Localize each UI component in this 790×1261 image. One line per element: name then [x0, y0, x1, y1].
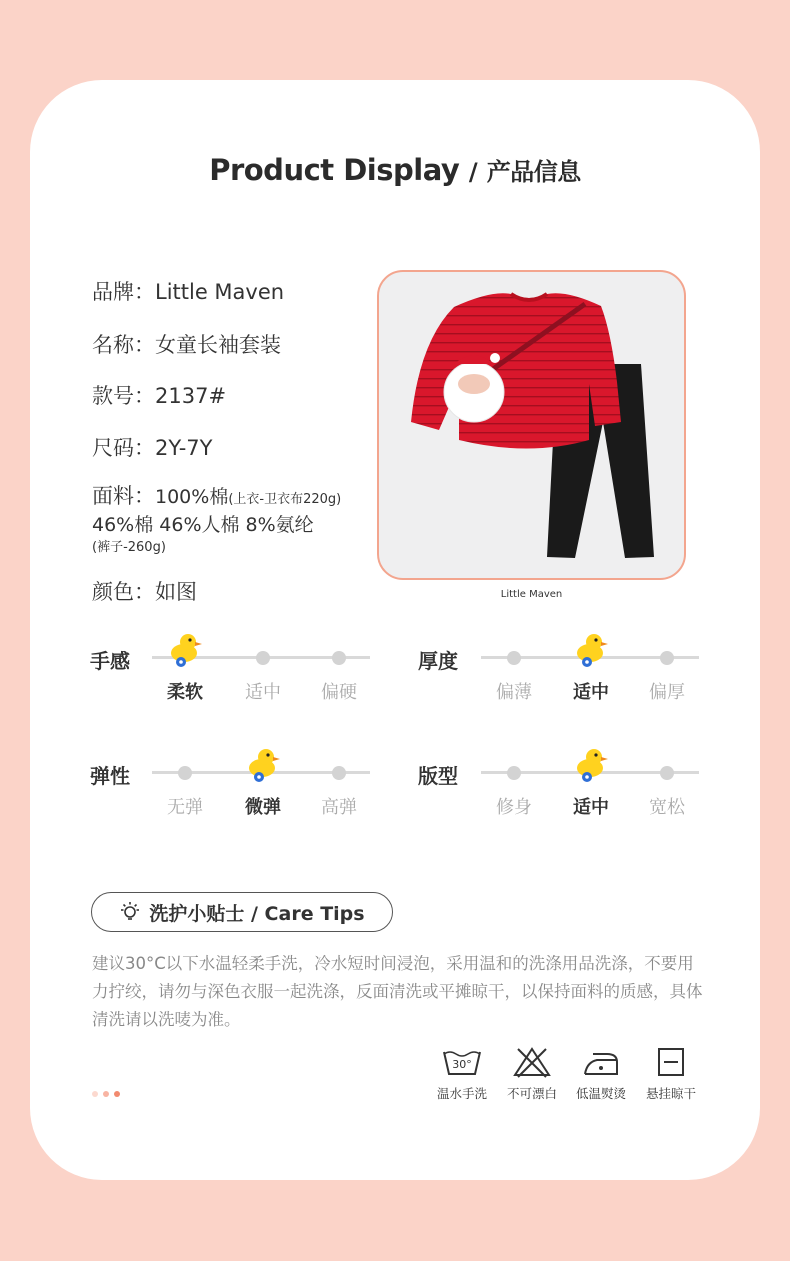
scale-title: 厚度	[418, 649, 458, 673]
scale-dot	[507, 651, 521, 665]
scale-option-label: 适中	[573, 682, 609, 703]
brand-row	[92, 276, 284, 306]
fabric-top-note: (上衣-卫衣布220g)	[228, 492, 342, 507]
model-row	[92, 380, 226, 410]
fabric-top: 100%棉	[155, 486, 229, 508]
color-value: 如图	[155, 580, 197, 604]
scale-title: 版型	[418, 764, 458, 788]
title-en: Product Display	[209, 153, 460, 187]
scale-option-label: 适中	[573, 797, 609, 818]
scale-dot	[660, 651, 674, 665]
hand-wash-icon	[427, 1046, 497, 1102]
name-value: 女童长袖套装	[155, 333, 281, 357]
photo-caption: Little Maven	[500, 589, 563, 600]
fabric-row	[92, 480, 341, 510]
model-value: 2137#	[155, 384, 227, 408]
scale-option-label: 偏厚	[649, 682, 685, 703]
fabric-bottom: 46%棉 46%人棉 8%氨纶	[92, 514, 314, 536]
care-instructions: 建议30°C以下水温轻柔手洗，冷水短时间浸泡，采用温和的洗涤用品洗涤，不要用力拧绞，请勿与深色衣服一起洗涤，反面清洗或平摊晾干，以保持面料的质感，具体清洗请以洗唛为准。	[92, 954, 703, 1029]
scale-option-label: 无弹	[167, 797, 203, 818]
scale-option-label: 适中	[245, 682, 281, 703]
hang-dry-label: 悬挂晾干	[645, 1086, 696, 1101]
scale-dot	[660, 766, 674, 780]
brand-value: Little Maven	[155, 280, 285, 304]
hand-wash-label: 温水手洗	[436, 1086, 487, 1101]
model-label: 款号：	[92, 384, 155, 408]
product-photo	[377, 270, 686, 580]
care-tips-pill	[91, 892, 393, 932]
scale-option-label: 偏薄	[496, 682, 532, 703]
scale-dot	[332, 766, 346, 780]
outfit-illustration	[379, 272, 684, 578]
lightbulb-icon	[119, 901, 141, 923]
scale-option-label: 柔软	[167, 682, 203, 703]
wash-temp: 30°	[452, 1058, 472, 1071]
dot	[92, 1091, 98, 1097]
no-bleach-icon	[497, 1046, 567, 1102]
size-value: 2Y-7Y	[155, 436, 213, 460]
dot	[103, 1091, 109, 1097]
scale-option-label: 偏硬	[321, 682, 357, 703]
fabric-bottom-note: (裤子-260g)	[92, 540, 166, 555]
scale-option-label: 宽松	[649, 797, 685, 818]
scale-option-label: 高弹	[321, 797, 357, 818]
dot	[114, 1091, 120, 1097]
scale-dot	[332, 651, 346, 665]
scale-title: 手感	[90, 649, 130, 673]
brand-label: 品牌：	[92, 280, 155, 304]
pagination-dots	[92, 1091, 120, 1097]
name-label: 名称：	[92, 333, 155, 357]
size-label: 尺码：	[92, 436, 155, 460]
page-title	[0, 152, 790, 187]
scale-dot	[256, 651, 270, 665]
duck-marker-icon	[167, 632, 203, 668]
low-iron-label: 低温熨烫	[575, 1086, 626, 1101]
title-separator: /	[468, 158, 478, 186]
color-row	[92, 576, 197, 606]
color-label: 颜色：	[92, 580, 155, 604]
fabric-label: 面料：	[92, 484, 155, 508]
scale-title: 弹性	[90, 764, 130, 788]
low-iron-icon	[566, 1046, 636, 1102]
size-row	[92, 432, 212, 462]
scale-dot	[178, 766, 192, 780]
duck-marker-icon	[573, 747, 609, 783]
scale-dot	[507, 766, 521, 780]
scale-option-label: 修身	[496, 797, 532, 818]
care-tips-label: 洗护小贴士 / Care Tips	[149, 902, 365, 925]
hang-dry-icon	[636, 1046, 706, 1102]
duck-marker-icon	[245, 747, 281, 783]
duck-marker-icon	[573, 632, 609, 668]
scale-option-label: 微弹	[245, 797, 281, 818]
title-cn: 产品信息	[486, 158, 581, 186]
no-bleach-label: 不可漂白	[506, 1086, 557, 1101]
name-row	[92, 329, 281, 359]
